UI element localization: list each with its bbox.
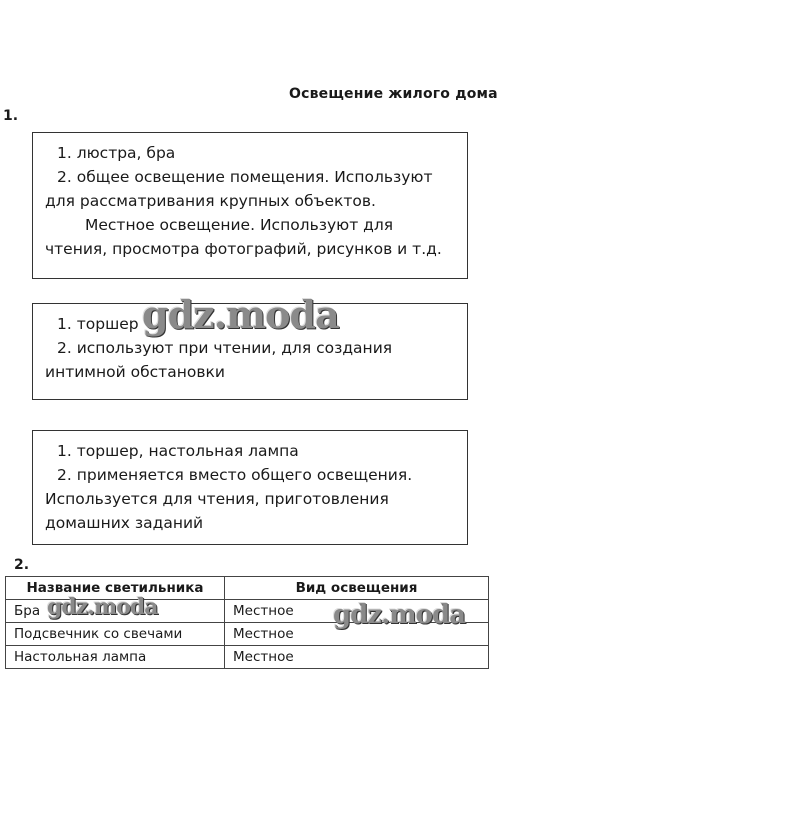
table-row	[6, 646, 489, 669]
lighting-type-cell: Местное	[225, 600, 489, 623]
watermark: gdz.moda	[47, 594, 158, 620]
box-line: домашних заданий	[45, 514, 204, 532]
column-header-lamp-name: Название светильника	[6, 577, 225, 600]
answer-box-3	[32, 430, 468, 545]
box-line: 1. люстра, бра	[57, 144, 176, 162]
watermark: gdz.moda	[333, 600, 466, 630]
answer-box-1	[32, 132, 468, 279]
task-2-number: 2.	[14, 557, 30, 573]
box-line: 1. торшер, настольная лампа	[57, 442, 299, 460]
box-line: 2. общее освещение помещения. Используют	[57, 168, 433, 186]
page-title: Освещение жилого дома	[289, 86, 498, 102]
lighting-type-cell: Местное	[225, 646, 489, 669]
column-header-lighting-type: Вид освещения	[225, 577, 489, 600]
watermark: gdz.moda	[142, 292, 339, 337]
box-line: Местное освещение. Используют для	[85, 216, 394, 234]
lighting-type-cell: Местное	[225, 623, 489, 646]
lamp-name-cell: Подсвечник со свечами	[6, 623, 225, 646]
box-line: 2. используют при чтении, для создания	[57, 339, 393, 357]
lamp-name-cell: Настольная лампа	[6, 646, 225, 669]
box-line: интимной обстановки	[45, 363, 225, 381]
lamp-name-cell: Бра	[6, 600, 225, 623]
box-line: Используется для чтения, приготовления	[45, 490, 389, 508]
task-1-number: 1.	[3, 108, 19, 124]
box-line: чтения, просмотра фотографий, рисунков и т.д.	[45, 240, 442, 258]
box-line: 2. применяется вместо общего освещения.	[57, 466, 413, 484]
box-line: для рассматривания крупных объектов.	[45, 192, 376, 210]
box-line: 1. торшер	[57, 315, 139, 333]
